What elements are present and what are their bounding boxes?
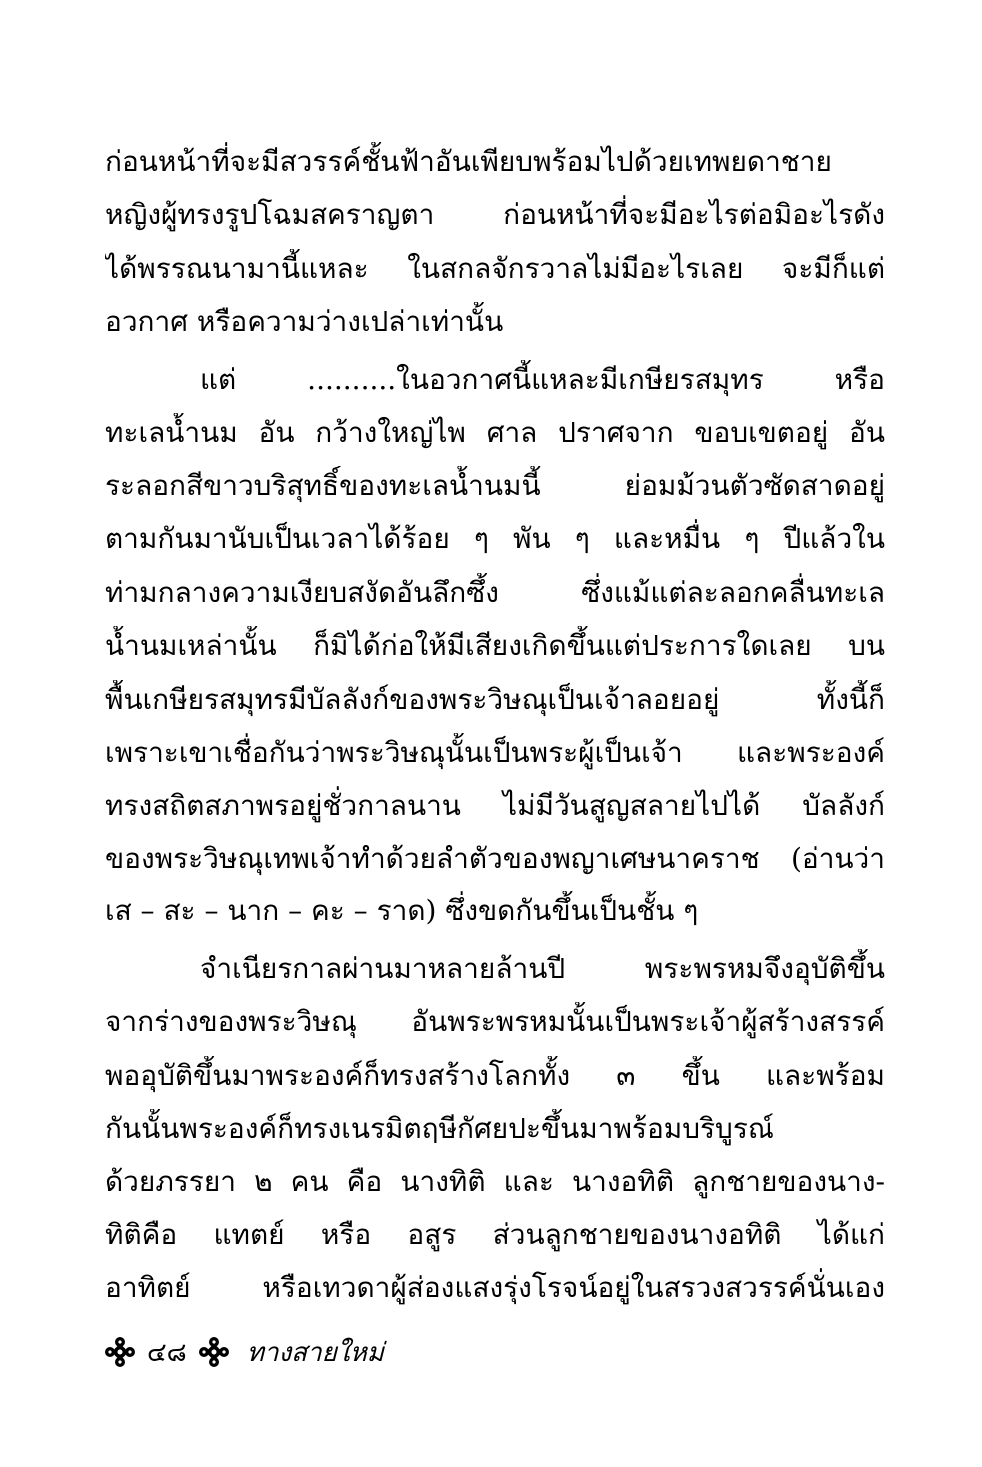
flower-ornament-icon xyxy=(105,1337,135,1367)
text-line-5: แต่ ..........ในอวกาศนี้แหละมีเกษียรสมุทร หรือ xyxy=(200,363,885,396)
text-line-2: หญิงผู้ทรงรูปโฉมสคราญตา ก่อนหน้าที่จะมีอะไรต่อมิอะไรดัง xyxy=(105,198,885,231)
text-line-16: จำเนียรกาลผ่านมาหลายล้านปี พระพรหมจึงอุบัติขึ้น xyxy=(200,952,885,985)
text-line-9: ท่ามกลางความเงียบสงัดอันลึกซึ้ง ซึ่งแม้แต่ละลอกคลื่นทะเล xyxy=(105,576,885,609)
text-line-10: น้ำนมเหล่านั้น ก็มิได้ก่อให้มีเสียงเกิดขึ้นแต่ประการใดเลย บน xyxy=(105,629,885,662)
text-line-17: จากร่างของพระวิษณุ อันพระพรหมนั้นเป็นพระเจ้าผู้สร้างสรรค์ xyxy=(105,1005,885,1038)
text-line-1: ก่อนหน้าที่จะมีสวรรค์ชั้นฟ้าอันเพียบพร้อมไปด้วยเทพยดาชาย xyxy=(105,145,832,178)
text-line-21: ทิติคือ แทตย์ หรือ อสูร ส่วนลูกชายของนางอทิติ ได้แก่ xyxy=(105,1218,885,1251)
text-line-12: เพราะเขาเชื่อกันว่าพระวิษณุนั้นเป็นพระผู้เป็นเจ้า และพระองค์ xyxy=(105,736,885,769)
text-line-4: อวกาศ หรือความว่างเปล่าเท่านั้น xyxy=(105,305,504,338)
text-line-19: กันนั้นพระองค์ก็ทรงเนรมิตฤษีกัศยปะขึ้นมาพร้อมบริบูรณ์ xyxy=(105,1112,774,1145)
text-line-20: ด้วยภรรยา ๒ คน คือ นางทิติ และ นางอทิติ ลูกชายของนาง- xyxy=(105,1165,885,1198)
text-line-3: ได้พรรณนามานี้แหละ ในสกลจักรวาลไม่มีอะไรเลย จะมีก็แต่ xyxy=(105,252,885,285)
flower-ornament-icon xyxy=(199,1337,229,1367)
text-line-8: ตามกันมานับเป็นเวลาได้ร้อย ๆ พัน ๆ และหมื่น ๆ ปีแล้วใน xyxy=(105,522,885,555)
text-line-18: พออุบัติขึ้นมาพระองค์ก็ทรงสร้างโลกทั้ง ๓ ขึ้น และพร้อม xyxy=(105,1059,885,1092)
text-line-7: ระลอกสีขาวบริสุทธิ์ของทะเลน้ำนมนี้ ย่อมม้วนตัวซัดสาดอยู่ xyxy=(105,469,885,502)
text-line-6: ทะเลน้ำนม อัน กว้างใหญ่ไพ ศาล ปราศจาก ขอบเขตอยู่ อัน xyxy=(105,416,885,449)
text-line-11: พื้นเกษียรสมุทรมีบัลลังก์ของพระวิษณุเป็นเจ้าลอยอยู่ ทั้งนี้ก็ xyxy=(105,683,885,716)
text-line-22: อาทิตย์ หรือเทวดาผู้ส่องแสงรุ่งโรจน์อยู่ในสรวงสวรรค์นั่นเอง xyxy=(105,1271,885,1304)
page-footer xyxy=(105,1330,384,1374)
page-number: ๔๘ xyxy=(147,1337,187,1368)
text-line-13: ทรงสถิตสภาพรอยู่ชั่วกาลนาน ไม่มีวันสูญสลายไปได้ บัลลังก์ xyxy=(105,789,885,822)
text-line-15: เส – สะ – นาก – คะ – ราด) ซึ่งขดกันขึ้นเป็นชั้น ๆ xyxy=(105,894,699,927)
text-line-14: ของพระวิษณุเทพเจ้าทำด้วยลำตัวของพญาเศษนาคราช (อ่านว่า xyxy=(105,842,885,875)
book-title: ทางสายใหม่ xyxy=(246,1337,384,1368)
